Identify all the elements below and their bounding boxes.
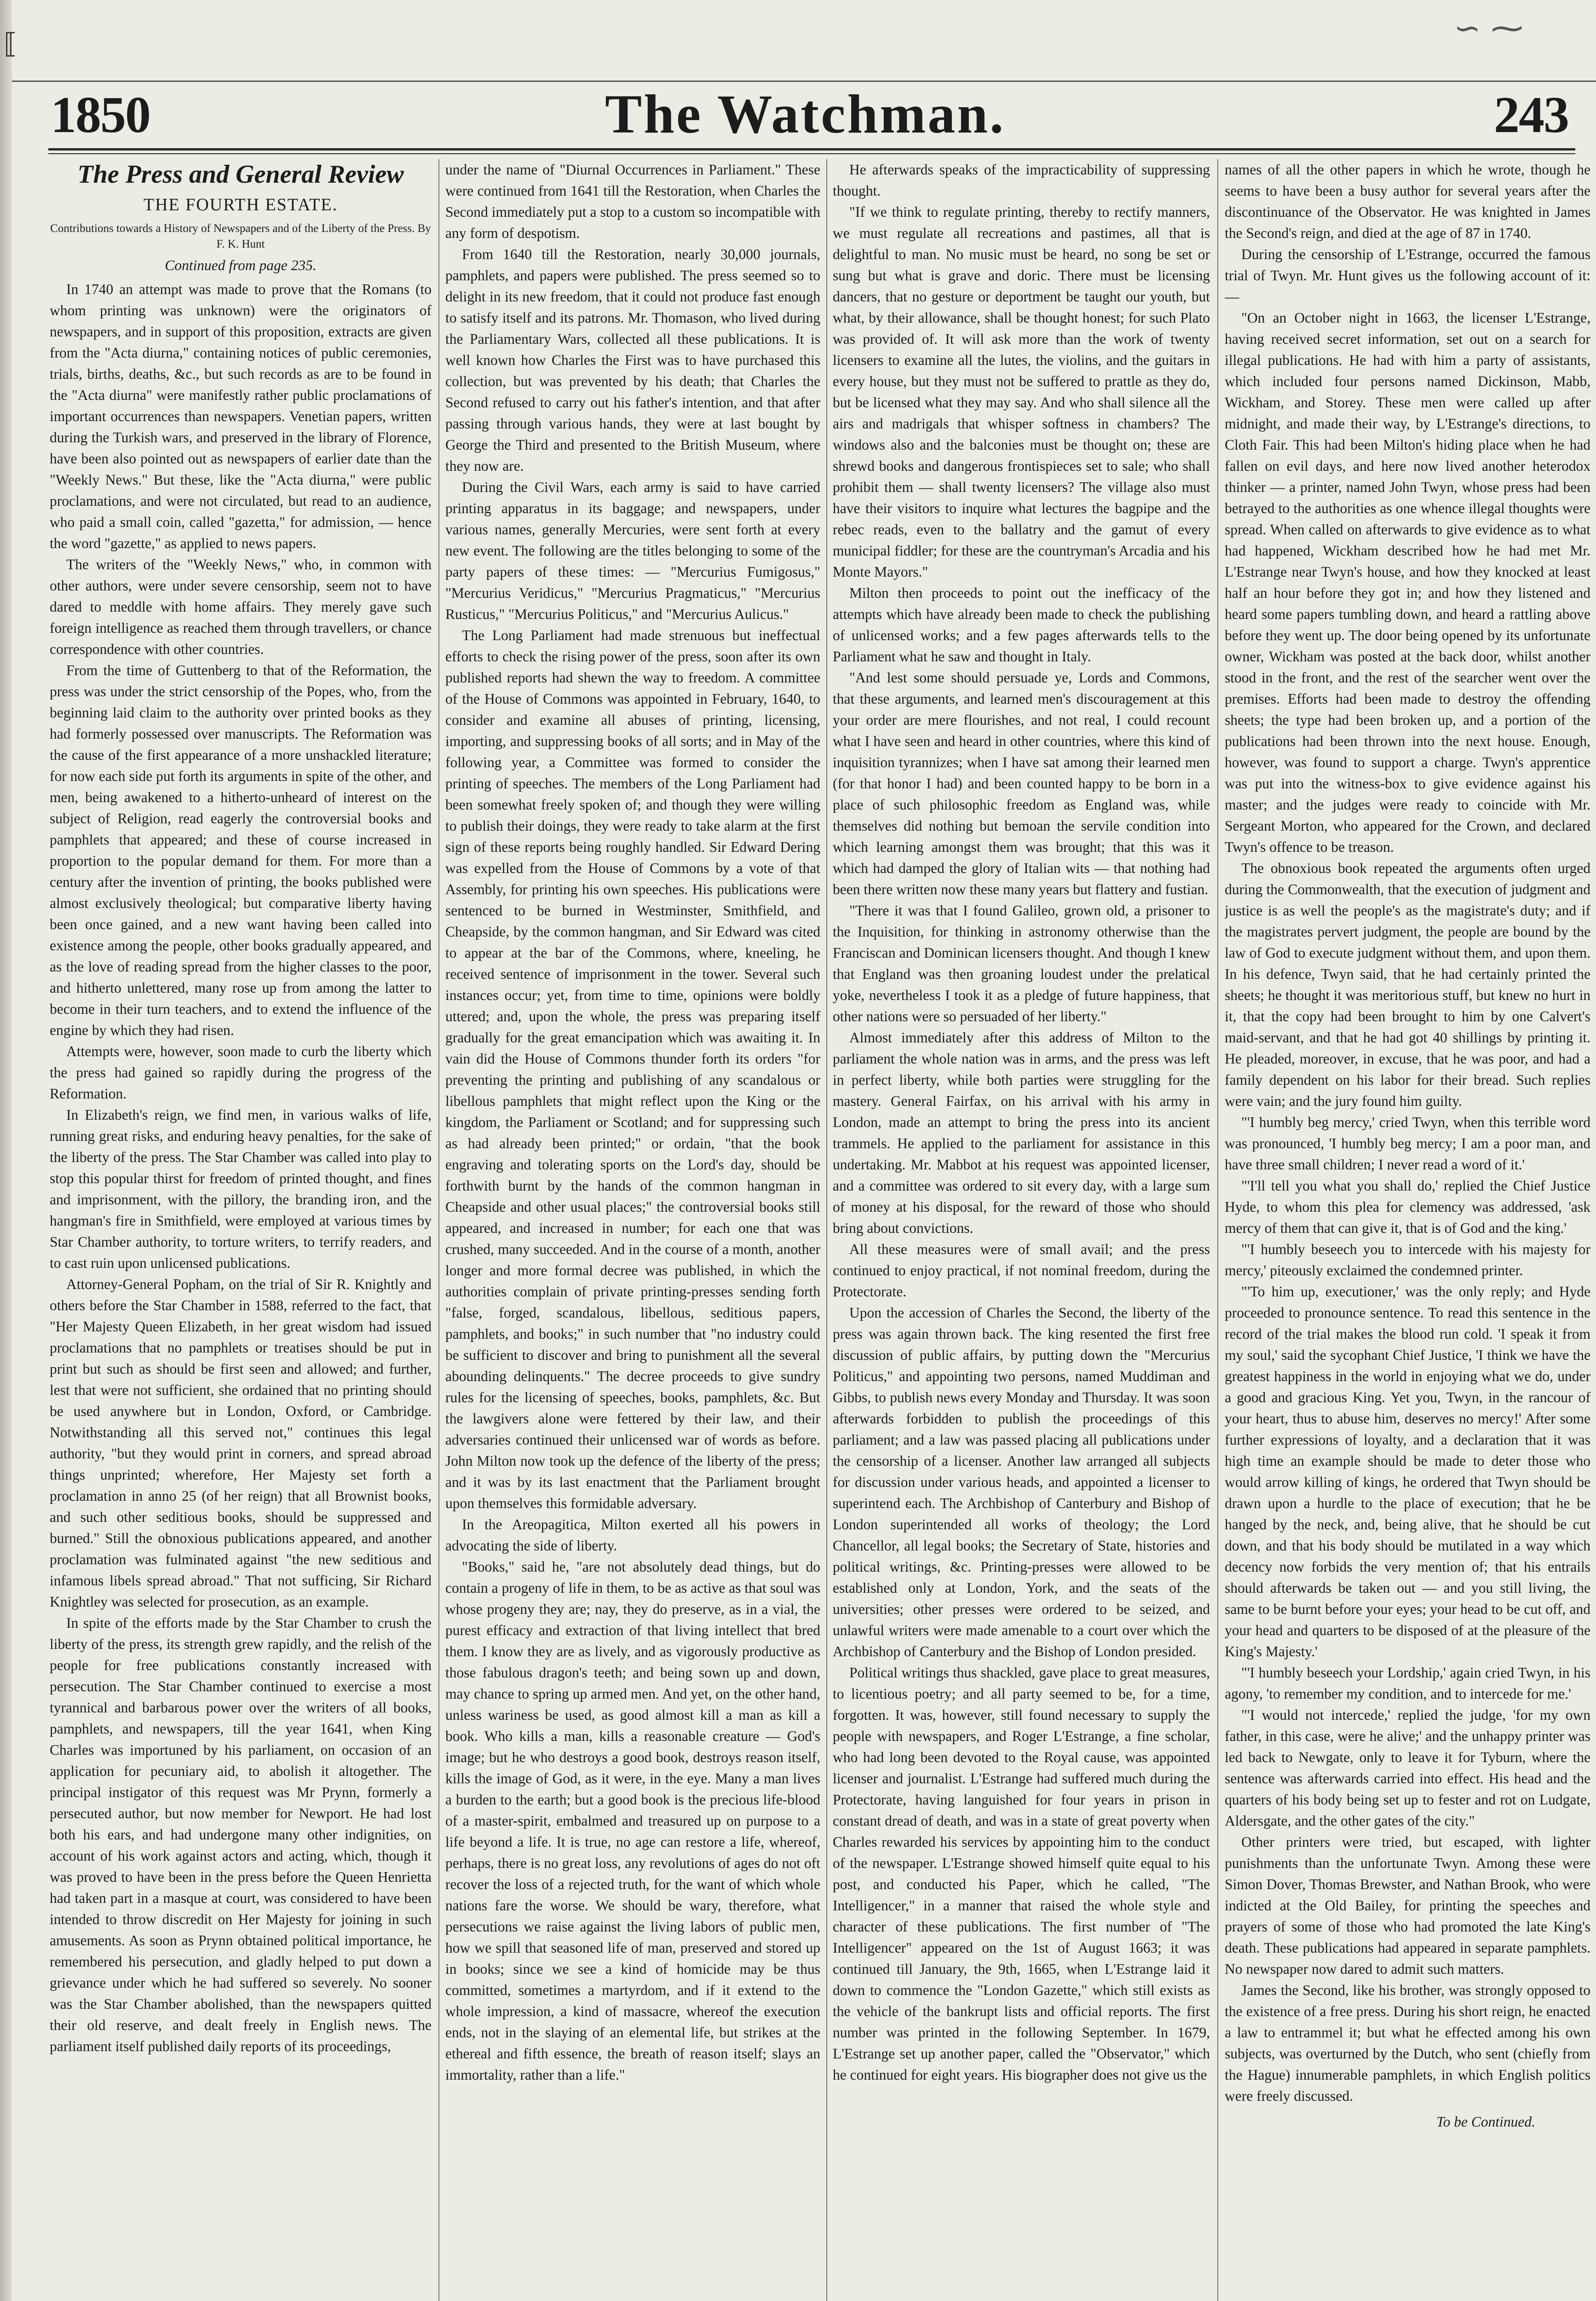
paragraph: "On an October night in 1663, the licenser L'Estrange, having received secret information, set out on a search for illegal publications. He had with him a party of assistants, which included four persons named Dickinson, Mabb, Wickham, and Storey. These men were called up after midnight, and made their way, by L'Estrange's directions, to Cloth Fair. This had been Milton's hiding place when he had fallen on evil days, and here now lived another heterodox thinker — a printer, named John Twyn, whose press had been betrayed to the authorities as one whence illegal thoughts were spread. When called on afterwards to give evidence as to what had happened, Wickham described how he had met Mr. L'Estrange near Twyn's house, and how they knocked at least half an hour before they got in; and how they listened and heard some papers tumbling down, and heard a rattling above before they went up. The door being opened by its unfortunate owner, Wickham was posted at the back door, whilst another stood in the front, and the rest of the searcher went over the premises. Efforts had been made to destroy the offending sheets; the type had been broken up, and a portion of the publications had been thrown into the next house. Enough, however, was found to support a charge. Twyn's apprentice was put into the witness-box to give evidence against his master; and the judges were ready to coincide with Mr. Sergeant Morton, who appeared for the Crown, and declared Twyn's offence to be treason.	[1225, 310, 1590, 855]
page-number: 243	[1494, 87, 1568, 144]
column-2	[445, 159, 820, 2301]
paragraph: In the Areopagitica, Milton exerted all his powers in advocating the side of liberty.	[445, 1516, 820, 1554]
column-divider	[826, 159, 827, 2301]
margin-bracket-mark: ⟦	[4, 28, 17, 60]
paragraph: under the name of "Diurnal Occurrences in Parliament." These were continued from 1641 till the Restoration, when Charles the Second immediately put a stop to a custom so incompatible with any form of despotism.	[445, 162, 820, 241]
header-rule-thin	[48, 153, 1575, 154]
paragraph: The Long Parliament had made strenuous but ineffectual efforts to check the rising power of the press, soon after its own published reports had shewn the way to freedom. A committee of the House of Commons was appointed in February, 1640, to consider and examine all abuses of printing, licensing, importing, and suppressing books of all sorts; and in May of the following year, a Committee was formed to consider the printing of speeches. The members of the Long Parliament had been somewhat freely spoken of; and though they were willing to publish their doings, they were ready to take alarm at the first sign of these reports being roughly handled. Sir Edward Dering was expelled from the House of Commons by a vote of that Assembly, for printing his own speeches. His publications were sentenced to be burned in Westminster, Smithfield, and Cheapside, by the common hangman, and Sir Edward was cited to appear at the bar of the Commons, where, kneeling, he received sentence of imprisonment in the tower. Several such instances occur; yet, from time to time, opinions were boldly uttered; and, upon the whole, the press was preparing itself gradually for the great emancipation which was awaiting it. In vain did the House of Commons thunder forth its orders "for preventing the printing and publishing of any scandalous or libellous pamphlets that might reflect upon the King or the kingdom, the Parliament or Scotland; and for suppressing such as had already been printed;" or ordain, "that the book engraving and tolerating sports on the Lord's day, should be forthwith burnt by the hands of the common hangman in Cheapside and other usual places;" the controversial books still appeared, and increased in number; for each one that was crushed, many succeeded. And in the course of a month, another longer and more formal decree was published, in which the authorities complain of private printing-presses sending forth "false, forged, scandalous, libellous, seditious papers, pamphlets, and books;" in such number that "no industry could be sufficient to discover and bring to punishment all the several abounding delinquents." The decree proceeds to give sundry rules for the licensing of speeches, books, pamphlets, &c. But the lawgivers alone were fettered by their law, and their adversaries continued their unlicensed war of words as before. John Milton now took up the defence of the liberty of the press; and it was by its last enactment that the Parliament brought upon themselves this formidable adversary.	[445, 627, 820, 1511]
paragraph: James the Second, like his brother, was strongly opposed to the existence of a free press. During his short reign, he enacted a law to entrammel it; but what he effected among his own subjects, was overturned by the Dutch, who sent (chiefly from the Hague) innumerable pamphlets, in which English politics were freely discussed.	[1225, 1982, 1590, 2104]
page-year: 1850	[51, 87, 150, 144]
paragraph: Milton then proceeds to point out the inefficacy of the attempts which have already been made to check the publishing of unlicensed works; and a few pages afterwards tells to the Parliament what he saw and thought in Italy.	[833, 585, 1210, 665]
to-be-continued-note: To be Continued.	[1436, 2114, 1535, 2130]
paragraph: He afterwards speaks of the impracticability of suppressing thought.	[833, 162, 1210, 199]
paragraph: During the Civil Wars, each army is said to have carried printing apparatus in its baggage; and newspapers, under various names, generally Mercuries, were sent forth at every new event. The following are the titles belonging to some of the party papers of these times: — "Mercurius Fumigosus," "Mercurius Veridicus," "Mercurius Pragmaticus," "Mercurius Rusticus," "Mercurius Politicus," and "Mercurius Aulicus."	[445, 479, 820, 622]
pencil-scribble-mark: ∽ ⁓	[1454, 9, 1523, 47]
paragraph: Almost immediately after this address of Milton to the parliament the whole nation was in arms, and the press was left in perfect liberty, while both parties were struggling for the mastery. General Fairfax, on his arrival with his army in London, made an attempt to bring the press into its ancient trammels. He applied to the parliament for assistance in this undertaking. Mr. Mabbot at his request was appointed licenser, and a committee was ordered to sit every day, with a large sum of money at his disposal, for the reward of those who should bring about convictions.	[833, 1029, 1210, 1236]
paragraph: All these measures were of small avail; and the press continued to enjoy practical, if not nominal freedom, during the Protectorate.	[833, 1241, 1210, 1300]
column-divider	[1217, 159, 1218, 2301]
paragraph: From 1640 till the Restoration, nearly 30,000 journals, pamphlets, and papers were published. The press seemed so to delight in its new freedom, that it could not produce fast enough to satisfy itself and its patrons. Mr. Thomason, who lived during the Parliamentary Wars, collected all these publications. It is well known how Charles the First was to have purchased this collection, but was prevented by his death; that Charles the Second refused to carry out his father's intention, and that after passing through various hands, they were at last bought by George the Third and presented to the British Museum, where they now are.	[445, 246, 820, 474]
article-section: THE FOURTH ESTATE.	[143, 195, 338, 214]
column-1	[50, 159, 432, 2301]
paragraph: The writers of the "Weekly News," who, in common with other authors, were under severe censorship, seem not to have dared to meddle with home affairs. They merely gave such foreign intelligence as reached them through travellers, or chance correspondence with other countries.	[50, 556, 432, 657]
masthead-title: The Watchman.	[605, 83, 1005, 145]
paragraph: "There it was that I found Galileo, grown old, a prisoner to the Inquisition, for thinking in astronomy otherwise than the Franciscan and Dominican licensers thought. And though I knew that England was then groaning loudest under the prelatical yoke, nevertheless I took it as a pledge of future happiness, that other nations were so persuaded of her liberty."	[833, 902, 1210, 1024]
paragraph: In spite of the efforts made by the Star Chamber to crush the liberty of the press, its strength grew rapidly, and the relish of the people for free publications constantly increased with persecution. The Star Chamber continued to exercise a most tyrannical and barbarous power over the writers of all books, pamphlets, and newspapers, till the year 1641, when King Charles was importuned by his parliament, on occasion of an application for pecuniary aid, to abolish it altogether. The principal instigator of this request was Mr Prynn, formerly a persecuted author, but now member for Newport. He had lost both his ears, and had undergone many other indignities, on account of his work against actors and acting, which, though it was proved to have been in the press before the Queen Henrietta had taken part in a masque at court, was considered to have been intended to throw discredit on Her Majesty for joining in such amusements. As soon as Prynn obtained political importance, he remembered his persecution, and gladly helped to put down a grievance under which he had suffered so severely. No sooner was the Star Chamber abolished, than the newspapers quitted their old reserve, and dealt freely in English news. The parliament itself published daily reports of its proceedings,	[50, 1615, 432, 2054]
paragraph: Attorney-General Popham, on the trial of Sir R. Knightly and others before the Star Chamber in 1588, referred to the fact, that "Her Majesty Queen Elizabeth, in her great wisdom had issued proclamations that no pamphlets or treatises should be put in print but such as should be first seen and allowed; and further, lest that were not sufficient, she ordained that no printing should be used anywhere but in London, Oxford, or Cambridge. Notwithstanding all this served not," continues this legal authority, "but they would print in corners, and spread abroad things unprinted; wherefore, Her Majesty set forth a proclamation in anno 25 (of her reign) that all Brownist books, and such other seditious books, should be suppressed and burned." Still the obnoxious publications appeared, and another proclamation was fulminated against "the new seditious and infamous libels spread abroad." That not sufficing, Sir Richard Knightley was selected for prosecution, as an example.	[50, 1276, 432, 1610]
column-3	[833, 159, 1210, 2301]
paragraph: Political writings thus shackled, gave place to great measures, to licentious poetry; and all party seemed to be, for a time, forgotten. It was, however, still found necessary to supply the people with newspapers, and Roger L'Estrange, a fine scholar, who had long been devoted to the Royal cause, was appointed licenser and journalist. L'Estrange had suffered much during the Protectorate, having languished for four years in prison in constant dread of death, and was in a state of great poverty when Charles rewarded his services by appointing him to the conduct of the newspaper. L'Estrange showed himself quite equal to his post, and conducted his Paper, which he called, "The Intelligencer," in a manner that raised the whole style and character of these publications. The first number of "The Intelligencer" appeared on the 1st of August 1663; it was continued till January, the 9th, 1665, when L'Estrange laid it down to commence the "London Gazette," which still exists as the vehicle of the bankrupt lists and official reports. The first number was printed in the following September. In 1679, L'Estrange set up another paper, called the "Observator," which he continued for eight years. His biographer does not give us the	[833, 1665, 1210, 2083]
paragraph: "And lest some should persuade ye, Lords and Commons, that these arguments, and learned men's discouragement at this your order are mere flourishes, and not real, I could recount what I have seen and heard in other countries, where this kind of inquisition tyrannizes; when I have sat among their learned men (for that honor I had) and been counted happy to be born in a place of such philosophic freedom as England was, while themselves did nothing but bemoan the servile condition into which learning amongst them was brought; that this was it which had damped the glory of Italian wits — that nothing had been there written now these many years but flattery and fustian.	[833, 670, 1210, 897]
paragraph: names of all the other papers in which he wrote, though he seems to have been a busy author for several years after the discontinuance of the Observator. He was knighted in James the Second's reign, and died at the age of 87 in 1740.	[1225, 162, 1590, 241]
paragraph: "'I humbly beseech you to intercede with his majesty for mercy,' piteously exclaimed the condemned printer.	[1225, 1241, 1590, 1278]
paragraph: "'I would not intercede,' replied the judge, 'for my own father, in this case, were he alive;' and the unhappy printer was led back to Newgate, only to leave it for Tyburn, where the sentence was afterwards carried into effect. His head and the quarters of his body being set up to fester and rot on Ludgate, Aldersgate, and the other gates of the city."	[1225, 1707, 1590, 1829]
continued-note: Continued from page 235.	[165, 257, 317, 273]
paragraph: "'I'll tell you what you shall do,' replied the Chief Justice Hyde, to whom this plea for clemency was addressed, 'ask mercy of them that can give it, that is of God and the king.'	[1225, 1178, 1590, 1236]
paragraph: During the censorship of L'Estrange, occurred the famous trial of Twyn. Mr. Hunt gives us the following account of it: —	[1225, 246, 1590, 305]
article-title: The Press and General Review	[77, 160, 404, 189]
paragraph: "Books," said he, "are not absolutely dead things, but do contain a progeny of life in them, to be as active as that soul was whose progeny they are; nay, they do preserve, as in a vial, the purest efficacy and extraction of that living intellect that bred them. I know they are as lively, and as vigorously productive as those fabulous dragon's teeth; and being sown up and down, may chance to spring up armed men. And yet, on the other hand, unless wariness be used, as good almost kill a man as kill a book. Who kills a man, kills a reasonable creature — God's image; but he who destroys a good book, destroys reason itself, kills the image of God, as it were, in the eye. Many a man lives a burden to the earth; but a good book is the precious life-blood of a master-spirit, embalmed and treasured up on purpose to a life beyond a life. It is true, no age can restore a life, whereof, perhaps, there is no great loss, any revolutions of ages do not oft recover the loss of a rejected truth, for the want of which whole nations fare the worse. We should be wary, therefore, what persecutions we raise against the living labors of public men, how we spill that seasoned life of man, preserved and stored up in books; since we see a kind of homicide may be thus committed, sometimes a martyrdom, and if it extend to the whole impression, a kind of massacre, whereof the execution ends, not in the slaying of an elemental life, but strikes at the ethereal and fifth essence, the breath of reason itself; slays an immortality, rather than a life."	[445, 1559, 820, 2083]
article-byline: Contributions towards a History of Newspapers and of the Liberty of the Press. By F. K. Hunt	[50, 222, 431, 250]
paragraph: The obnoxious book repeated the arguments often urged during the Commonwealth, that the execution of judgment and justice is as well the people's as the magistrate's duty; and if the magistrates pervert judgment, the people are bound by the law of God to execute judgment without them, and upon them. In his defence, Twyn said, that he had certainly printed the sheets; he thought it was meritorious stuff, but knew no hurt in it, that the copy had been brought to him by one Calvert's maid-servant, and that he had got 40 shillings by printing it. He pleaded, moreover, in excuse, that he was poor, and had a family dependent on his labor for their bread. Such replies were vain; and the jury found him guilty.	[1225, 860, 1590, 1109]
paragraph: Other printers were tried, but escaped, with lighter punishments than the unfortunate Twyn. Among these were Simon Dover, Thomas Brewster, and Nathan Brook, who were indicted at the Old Bailey, for printing the speeches and prayers of some of those who had promoted the late King's death. These publications had appeared in separate pamphlets. No newspaper now dared to admit such matters.	[1225, 1834, 1590, 1977]
paragraph: "'To him up, executioner,' was the only reply; and Hyde proceeded to pronounce sentence. To read this sentence in the record of the trial makes the blood run cold. 'I speak it from my soul,' said the sycophant Chief Justice, 'I think we have the greatest happiness in the world in enjoying what we do, under a good and gracious King. Yet you, Twyn, in the rancour of your heart, thus to abuse him, deserves no mercy!' After some further expressions of loyalty, and a declaration that it was high time an example should be made to deter those who would arrow killing of kings, he ordered that Twyn should be drawn upon a hurdle to the place of execution; that he be hanged by the neck, and, being alive, that he should be cut down, and that his body should be mutilated in a way which decency now forbids the very mention of; that his entrails should afterwards be taken out — and you still living, the same to be burnt before your eyes; your head to be cut off, and your head and quarters to be disposed of at the pleasure of the King's Majesty.'	[1225, 1283, 1590, 1659]
paragraph: "'I humbly beg mercy,' cried Twyn, when this terrible word was pronounced, 'I humbly beg mercy; I am a poor man, and have three small children; I never read a word of it.'	[1225, 1114, 1590, 1173]
paragraph: From the time of Guttenberg to that of the Reformation, the press was under the strict censorship of the Popes, who, from the beginning laid claim to the authority over printed books as they had formerly possessed over manuscripts. The Reformation was the cause of the first appearance of a more unshackled literature; for now each side put forth its arguments in spite of the other, and men, being awakened to a hitherto-unheard of interest on the subject of Religion, read eagerly the controversial books and pamphlets that appeared; and these of course increased in proportion to the popular demand for them. For more than a century after the invention of printing, the books published were almost exclusively theological; but comparative liberty having been once gained, and a new want having been called into existence among the people, other books gradually appeared, and as the love of reading spread from the higher classes to the poor, and hitherto unlettered, many rose up from among the latter to become in their turn teachers, and to extend the influence of the engine by which they had risen.	[50, 662, 432, 1038]
paragraph: Upon the accession of Charles the Second, the liberty of the press was again thrown back. The king resented the first free discussion of public affairs, by putting down the "Mercurius Politicus," and appointing two persons, named Muddiman and Gibbs, to publish news every Monday and Thursday. It was soon afterwards forbidden to publish the proceedings of this parliament; and a law was passed placing all publications under the censorship of a licenser. Another law arranged all subjects for discussion under various heads, and appointed a licenser to superintend each. The Archbishop of Canterbury and Bishop of London superintended all works of theology; the Lord Chancellor, all legal books; the Secretary of State, histories and political writings, &c. Printing-presses were allowed to be established only at London, York, and the seats of the universities; other presses were ordered to be seized, and unlawful writers were made amenable to a court over which the Archbishop of Canterbury and the Bishop of London presided.	[833, 1305, 1210, 1659]
paragraph: "'I humbly beseech your Lordship,' again cried Twyn, in his agony, 'to remember my condition, and to intercede for me.'	[1225, 1665, 1590, 1702]
paragraph: Attempts were, however, soon made to curb the liberty which the press had gained so rapidly during the progress of the Reformation.	[50, 1043, 432, 1102]
page-binding-edge	[0, 0, 12, 2301]
header-rule	[48, 148, 1575, 150]
paragraph: In Elizabeth's reign, we find men, in various walks of life, running great risks, and enduring heavy penalties, for the sake of the liberty of the press. The Star Chamber was called into play to stop this popular thirst for freedom of printed thought, and fines and imprisonment, with the pillory, the branding iron, and the hangman's fire in Smithfield, were employed at various times by Star Chamber authority, to torture writers, to terrify readers, and to cast ruin upon unlicensed publications.	[50, 1107, 432, 1271]
paragraph: "If we think to regulate printing, thereby to rectify manners, we must regulate all recreations and pastimes, all that is delightful to man. No music must be heard, no song be set or sung but what is grave and doric. There must be licensing dancers, that no gesture or deportment be taught our youth, but what, by their allowance, shall be thought honest; for such Plato was provided of. It will ask more than the work of twenty licensers to examine all the lutes, the violins, and the guitars in every house, but they must not be suffered to prattle as they do, but be licensed what they may say. And who shall silence all the airs and madrigals that whisper softness in chambers? The windows also and the balconies must be thought on; these are shrewd books and dangerous frontispieces set to sale; who shall prohibit them — shall twenty licensers? The village also must have their visitors to inquire what lectures the bagpipe and the rebec reads, even to the ballatry and the gamut of every municipal fiddler; for these are the countryman's Arcadia and his Monte Mayors."	[833, 204, 1210, 580]
column-4	[1225, 159, 1590, 2301]
column-divider	[438, 159, 439, 2301]
paragraph: In 1740 an attempt was made to prove that the Romans (to whom printing was unknown) were the originators of newspapers, and in support of this proposition, extracts are given from the "Acta diurna," containing notices of public ceremonies, trials, births, deaths, &c., but such records as are to be found in the "Acta diurna" were manifestly rather public proclamations of important occurrences than newspapers. Venetian papers, written during the Turkish wars, and preserved in the library of Florence, have been also pointed out as newspapers of earlier date than the "Weekly News." But these, like the "Acta diurna," were public proclamations, and were not circulated, but read to an audience, who paid a small coin, called "gazetta," for admission, — hence the word "gazette," as applied to news papers.	[50, 281, 432, 551]
